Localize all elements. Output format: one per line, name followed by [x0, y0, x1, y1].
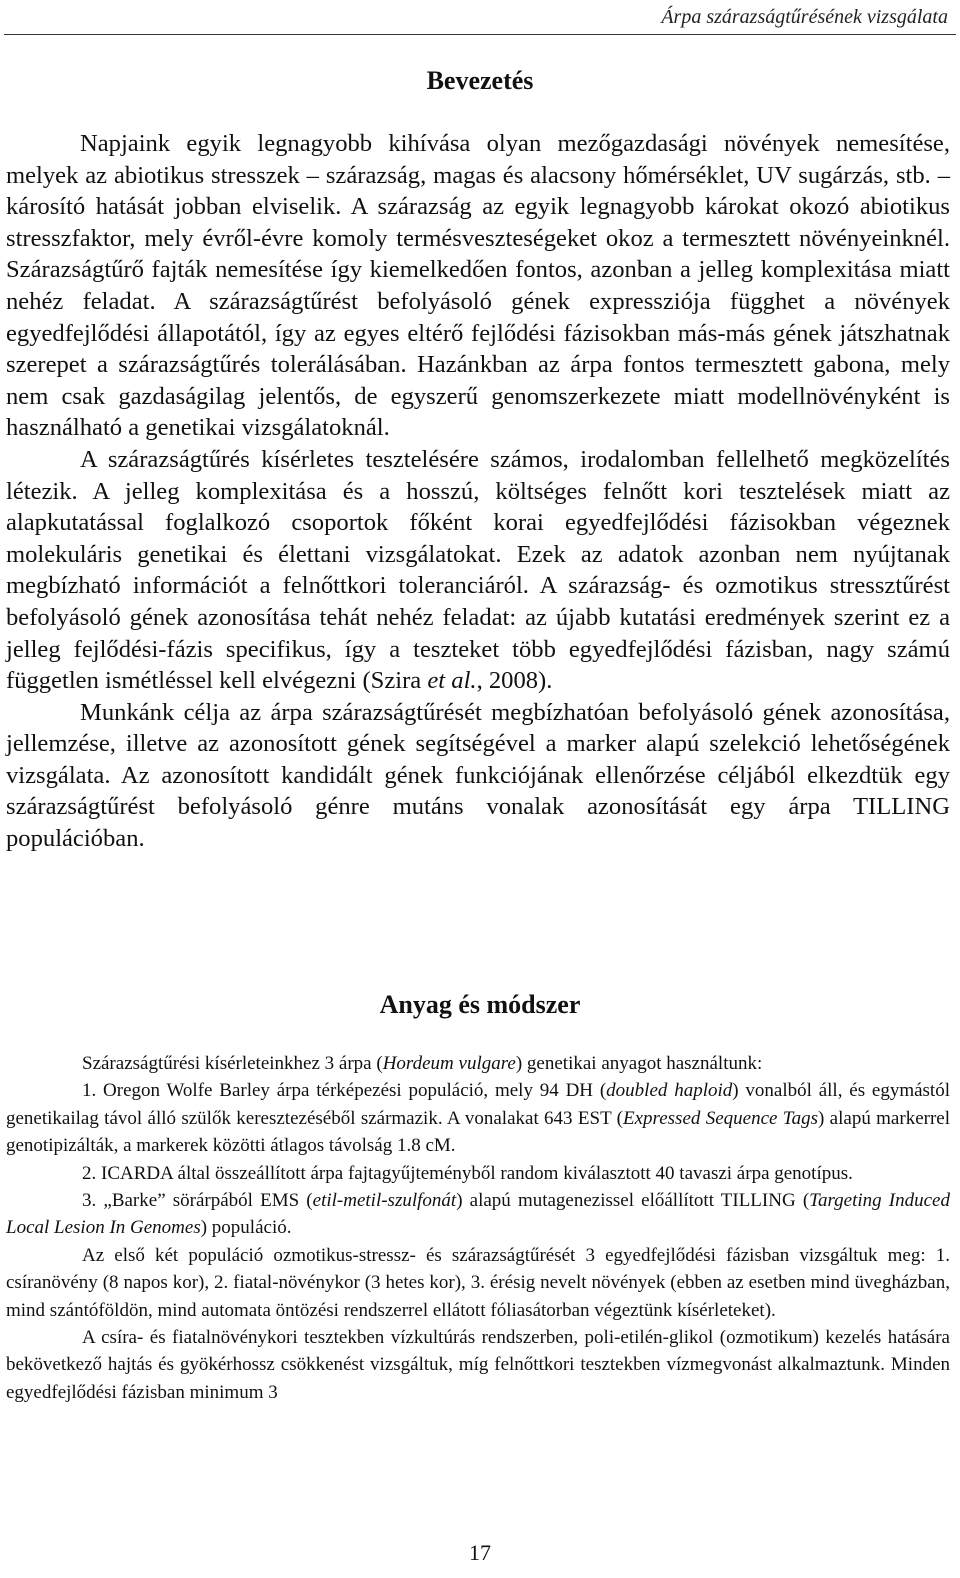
methods-paragraph-4: Az első két populáció ozmotikus-stressz- és szárazságtűrését 3 egyedfejlődési fázisban vizsgáltuk meg: 1. csíranövény (8 napos kor), 2. fiatal-növénykor (3 hetes kor), 3. érésig nevelt növények (ebben az esetben mind üvegházban, mind szántóföldön, mind automata öntözési rendszerrel ellátott fóliasátorban végeztünk kísérleteket). [6, 1244, 950, 1321]
methods-item-2: 2. ICARDA által összeállított árpa fajtagyűjteményből random kiválasztott 40 tavaszi árpa genotípus. [82, 1162, 853, 1184]
methods-paragraph-5: A csíra- és fiatalnövénykori tesztekben vízkultúrás rendszerben, poli-etilén-glikol (ozmotikum) kezelés hatására bekövetkező hajtás és gyökérhossz csökkenést vizsgáltuk, míg felnőttkori tesztekben vízmegvonást alkalmaztunk. Minden egyedfejlődési fázisban minimum 3 [6, 1327, 950, 1403]
introduction-body [6, 128, 950, 855]
intro-paragraph-1: Napjaink egyik legnagyobb kihívása olyan mezőgazdasági növények nemesítése, melyek az abiotikus stresszek – szárazság, magas és alacsony hőmérséklet, UV sugárzás, stb. – károsító hatását jobban elviselik. A szárazság az egyik legnagyobb károkat okozó abiotikus stresszfaktor, mely évről-évre komoly termésveszteségeket okoz a termesztett növényeinknél. Szárazságtűrő fajták nemesítése így kiemelkedően fontos, azonban a jelleg komplexitása miatt nehéz feladat. A szárazságtűrést befolyásoló gének expressziója függhet a növények egyedfejlődési állapotától, így az egyes eltérő fejlődési fázisokban más-más gének játszhatnak szerepet a szárazságtűrés tolerálásában. Hazánkban az árpa fontos termesztett gabona, mely nem csak gazdaságilag jelentős, de egyszerű genomszerkezete miatt modellnövényként is használható a genetikai vizsgálatoknál. [6, 130, 950, 442]
citation-etal: et al. [427, 667, 477, 695]
running-header: Árpa szárazságtűrésének vizsgálata [661, 6, 948, 28]
methods-intro: Szárazságtűrési kísérleteinkhez 3 árpa (Hordeum vulgare) genetikai anyagot használtunk: [82, 1053, 763, 1074]
header-rule [4, 34, 956, 35]
intro-paragraph-3: Munkánk célja az árpa szárazságtűrését megbízhatóan befolyásoló gének azonosítása, jellemzése, illetve az azonosított gének segítségével a marker alapú szelekció lehetőségének vizsgálata. Az azonosított kandidált gének funkciójának ellenőrzése céljából elkezdtük egy szárazságtűrést befolyásoló génre mutáns vonalak azonosítását egy árpa TILLING populációban. [6, 698, 950, 853]
section-title-introduction: Bevezetés [426, 66, 534, 95]
methods-item-3: 3. „Barke” sörárpából EMS (etil-metil-szulfonát) alapú mutagenezissel előállított TILLING (Targeting Induced Local Lesion In Genomes) populáció. [6, 1190, 950, 1239]
methods-item-1: 1. Oregon Wolfe Barley árpa térképezési populáció, mely 94 DH (doubled haploid) vonalból áll, és egymástól genetikailag távol álló szülők keresztezéséből származik. A vonalakat 643 EST (Expressed Sequence Tags) alapú markerrel genotipizálták, a markerek közötti átlagos távolság 1.8 cM. [6, 1080, 950, 1157]
intro-paragraph-2: A szárazságtűrés kísérletes tesztelésére számos, irodalomban fellelhető megközelítés létezik. A jelleg komplexitása és a hosszú, költséges felnőtt kori tesztelések miatt az alapkutatással foglalkozó csoportok főként korai egyedfejlődési fázisokban végeznek molekuláris genetikai és élettani vizsgálatokat. Ezek az adatok azonban nem nyújtanak megbízható információt a felnőttkori toleranciáról. A szárazság- és ozmotikus stressztűrést befolyásoló gének azonosítása tehát nehéz feladat: az újabb kutatási eredmények szerint ez a jelleg fejlődési-fázis specifikus, így a teszteket több egyedfejlődési fázisban, nagy számú független ismétléssel kell elvégezni (Szira et al., 2008). [6, 445, 950, 695]
section-title-methods: Anyag és módszer [379, 990, 581, 1019]
methods-body [6, 1050, 950, 1406]
page-number: 17 [469, 1540, 491, 1565]
